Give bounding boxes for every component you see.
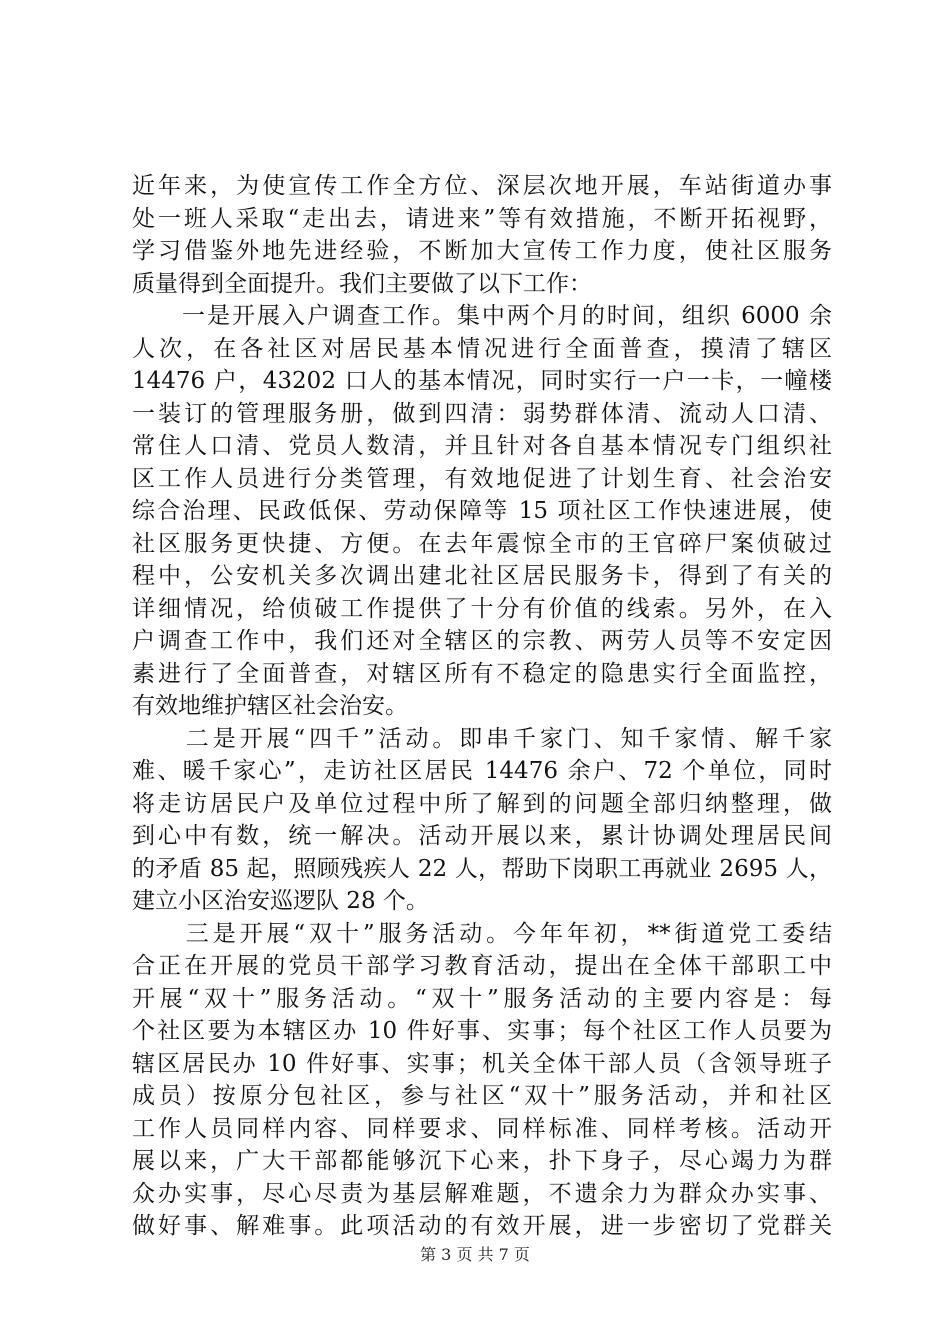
text-line: 将走访居民户及单位过程中所了解到的问题全部归纳整理，做	[132, 790, 832, 817]
text-line: 常住人口清、党员人数清，并且针对各自基本情况专门组织社	[132, 433, 832, 459]
text-line: 一装订的管理服务册，做到四清：弱势群体清、流动人口清、	[132, 400, 832, 427]
text-line: 开展“双十”服务活动。“双十”服务活动的主要内容是：每	[132, 985, 832, 1012]
text-line: 到心中有数，统一解决。活动开展以来，累计协调处理居民间	[132, 823, 832, 849]
text-line: 有效地维护辖区社会治安。	[132, 693, 408, 719]
text-line: 学习借鉴外地先进经验，不断加大宣传工作力度，使社区服务	[132, 238, 832, 264]
text-line: 区工作人员进行分类管理，有效地促进了计划生育、社会治安	[132, 465, 832, 492]
text-line: 建立小区治安巡逻队 28 个。	[132, 888, 429, 914]
text-line: 质量得到全面提升。我们主要做了以下工作：	[132, 270, 592, 297]
text-line: 展以来，广大干部都能够沉下心来，扑下身子，尽心竭力为群	[132, 1148, 832, 1174]
body-text	[132, 170, 832, 1243]
text-line: 辖区居民办 10 件好事、实事；机关全体干部人员（含领导班子	[132, 1050, 832, 1077]
text-line: 难、暖千家心”，走访社区居民 14476 余户、72 个单位，同时	[132, 758, 832, 784]
text-line: 众办实事，尽心尽责为基层解难题，不遗余力为群众办实事、	[132, 1180, 832, 1207]
text-line: 三是开展“双十”服务活动。今年年初，**街道党工委结	[132, 920, 832, 947]
text-line: 一是开展入户调查工作。集中两个月的时间，组织 6000 余	[132, 303, 832, 329]
text-line: 户调查工作中，我们还对全辖区的宗教、两劳人员等不安定因	[132, 628, 832, 654]
text-line: 近年来，为使宣传工作全方位、深层次地开展，车站街道办事	[132, 173, 832, 199]
text-line: 处一班人采取“走出去，请进来”等有效措施，不断开拓视野，	[132, 205, 832, 232]
text-line: 的矛盾 85 起，照顾残疾人 22 人，帮助下岗职工再就业 2695 人，	[132, 855, 832, 882]
text-line: 14476 户，43202 口人的基本情况，同时实行一户一卡，一幢楼	[132, 368, 832, 394]
text-line: 综合治理、民政低保、劳动保障等 15 项社区工作快速进展，使	[132, 498, 832, 524]
text-line: 程中，公安机关多次调出建北社区居民服务卡，得到了有关的	[132, 563, 832, 589]
text-line: 二是开展“四千”活动。即串千家门、知千家情、解千家	[132, 725, 832, 752]
text-line: 详细情况，给侦破工作提供了十分有价值的线索。另外，在入	[132, 595, 832, 622]
text-line: 人次，在各社区对居民基本情况进行全面普查，摸清了辖区	[132, 335, 832, 362]
text-line: 成员）按原分包社区，参与社区“双十”服务活动，并和社区	[132, 1083, 832, 1109]
text-line: 合正在开展的党员干部学习教育活动，提出在全体干部职工中	[132, 953, 832, 979]
page-footer: 第 3 页 共 7 页	[420, 1245, 530, 1264]
text-line: 做好事、解难事。此项活动的有效开展，进一步密切了党群关	[132, 1213, 832, 1239]
text-line: 社区服务更快捷、方便。在去年震惊全市的王官碎尸案侦破过	[132, 530, 832, 557]
text-line: 素进行了全面普查，对辖区所有不稳定的隐患实行全面监控，	[132, 660, 832, 687]
text-line: 工作人员同样内容、同样要求、同样标准、同样考核。活动开	[132, 1115, 832, 1142]
text-line: 个社区要为本辖区办 10 件好事、实事；每个社区工作人员要为	[132, 1018, 832, 1044]
